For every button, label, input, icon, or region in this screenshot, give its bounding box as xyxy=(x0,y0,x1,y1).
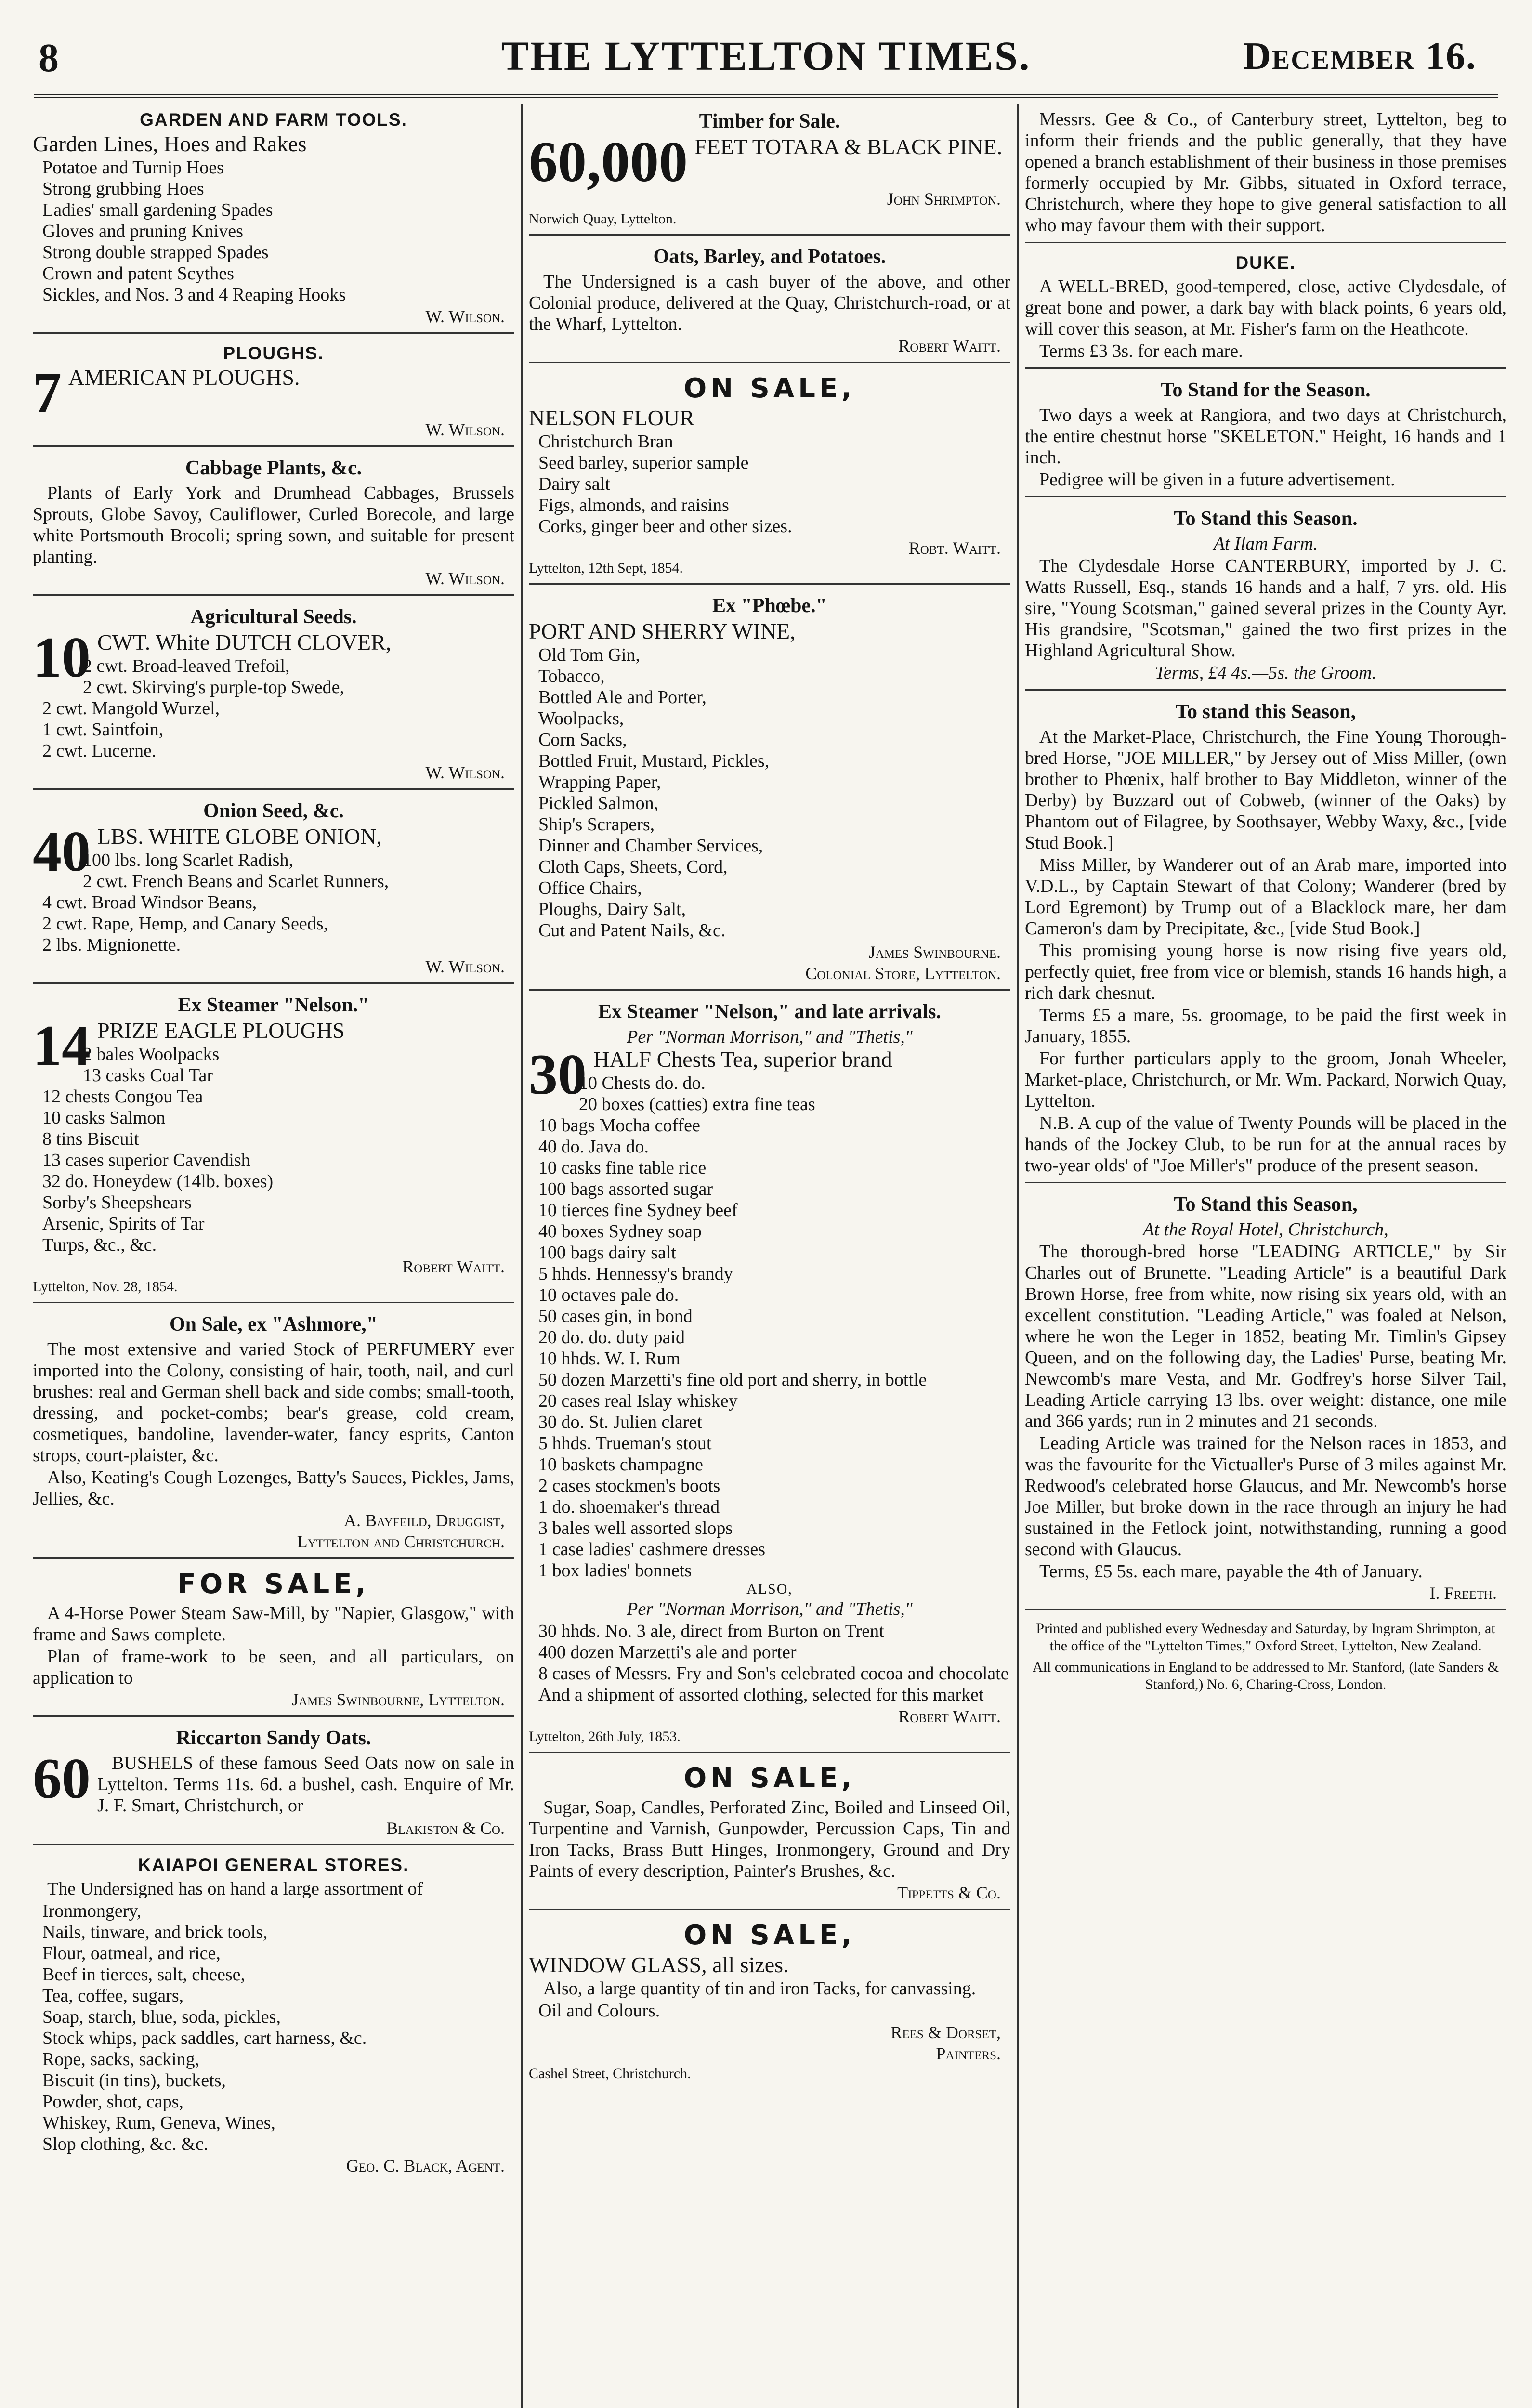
ad-line: 10 Chests do. do. xyxy=(579,1073,706,1093)
ad-heading: Timber for Sale. xyxy=(699,110,840,132)
advertisement xyxy=(33,1308,514,1559)
ad-line: 2 cwt. Broad-leaved Trefoil, xyxy=(83,656,290,676)
ad-line: Ladies' small gardening Spades xyxy=(42,200,273,220)
ad-signature: Lyttelton and Christchurch. xyxy=(297,1532,505,1551)
ad-line: Corn Sacks, xyxy=(538,730,627,750)
ad-heading: GARDEN AND FARM TOOLS. xyxy=(140,110,407,130)
advertisement xyxy=(529,105,1010,236)
ad-line: Powder, shot, caps, xyxy=(42,2092,183,2112)
ad-line: 100 lbs. long Scarlet Radish, xyxy=(83,850,293,870)
ad-heading: ON SALE, xyxy=(683,373,856,404)
ad-line: Beef in tierces, salt, cheese, xyxy=(42,1964,245,1985)
ad-heading: On Sale, ex "Ashmore," xyxy=(169,1313,378,1335)
ad-line: Corks, ginger beer and other sizes. xyxy=(538,516,792,537)
advertisement xyxy=(1025,374,1506,497)
ad-line: 10 bags Mocha coffee xyxy=(538,1115,700,1136)
ad-line: 10 hhds. W. I. Rum xyxy=(538,1348,681,1369)
ad-body: The Undersigned is a cash buyer of the above, and other Colonial produce, delivered at the Quay, Christchurch-road, or at the Wharf, Lyttelton. xyxy=(529,272,1010,334)
ad-body: Terms, £5 5s. each mare, payable the 4th of January. xyxy=(1039,1561,1423,1582)
ad-line: Dinner and Chamber Services, xyxy=(538,836,763,856)
ad-body: Two days a week at Rangiora, and two days at Christchurch, the entire chestnut horse "SKELETON." Height, 16 hands and 1 inch. xyxy=(1025,405,1506,468)
ad-signature: John Shrimpton. xyxy=(887,189,1001,209)
column-2 xyxy=(529,105,1010,2408)
ad-signature: Robert Waitt. xyxy=(898,1707,1001,1726)
ad-signature: Tippetts & Co. xyxy=(897,1883,1001,1902)
ad-line: And a shipment of assorted clothing, selected for this market xyxy=(538,1685,984,1705)
ad-lead xyxy=(529,407,1010,430)
advertisement xyxy=(33,1564,514,1717)
ad-subheading: At the Royal Hotel, Christchurch, xyxy=(1143,1219,1388,1240)
ad-body: Miss Miller, by Wanderer out of an Arab mare, imported into V.D.L., by Captain Stewart of that Colony; Wanderer (bred by Lord Egremont) by Trump out of a Blacklock mare, her dam Cameron's dam by Precipitate, &c., [vide Stud Book.] xyxy=(1025,855,1506,939)
ad-line: 5 hhds. Trueman's stout xyxy=(538,1433,712,1453)
ad-line: Nails, tinware, and brick tools, xyxy=(42,1922,268,1942)
ad-lead xyxy=(529,1954,1010,1977)
ad-heading: ON SALE, xyxy=(683,1763,856,1794)
issue-date: December 16. xyxy=(1243,35,1477,78)
ad-body: At the Market-Place, Christchurch, the Fine Young Thorough-bred Horse, "JOE MILLER," by Jersey out of Miss Miller, (own brother to Phœnix, half brother to Bay Middleton, winner of the Derby) by Buzzard out of Cobweb, (winner of the Oaks) by Phantom out of Filagree, by Soothsayer, Webby Waxy, &c., [vide Stud Book.] xyxy=(1025,727,1506,853)
ad-line: 1 box ladies' bonnets xyxy=(538,1560,692,1581)
advertisement xyxy=(33,601,514,790)
ad-heading: Ex "Phœbe." xyxy=(712,595,827,617)
advertisement xyxy=(33,1850,514,2182)
advertisement xyxy=(529,589,1010,991)
ad-heading: Agricultural Seeds. xyxy=(190,606,357,628)
ad-heading: To Stand this Season. xyxy=(1174,508,1358,530)
ad-line: 10 casks Salmon xyxy=(42,1108,166,1128)
ad-body: Also, a large quantity of tin and iron Tacks, for canvassing. xyxy=(543,1978,976,1999)
ad-heading: Ex Steamer "Nelson," and late arrivals. xyxy=(598,1001,941,1023)
advertisement xyxy=(529,1758,1010,1910)
ad-line: 50 dozen Marzetti's fine old port and sherry, in bottle xyxy=(538,1370,927,1390)
ad-line: Dairy salt xyxy=(538,474,610,494)
ad-line: Wrapping Paper, xyxy=(538,772,661,792)
ad-heading: ON SALE, xyxy=(683,1920,856,1951)
ad-body: BUSHELS of these famous Seed Oats now on sale in Lyttelton. Terms 11s. 6d. a bushel, cash. Enquire of Mr. J. F. Smart, Christchurch, or xyxy=(97,1753,514,1816)
ad-also: ALSO, xyxy=(746,1581,793,1597)
column-divider xyxy=(521,104,523,2408)
ad-line: 2 bales Woolpacks xyxy=(83,1044,220,1064)
ad-signature: James Swinbourne. xyxy=(868,942,1001,962)
ad-heading: Riccarton Sandy Oats. xyxy=(176,1727,371,1749)
ad-heading: DUKE. xyxy=(1235,253,1296,273)
ad-line: Cloth Caps, Sheets, Cord, xyxy=(538,857,728,877)
advertisement xyxy=(529,1915,1010,2089)
ad-line: Strong grubbing Hoes xyxy=(42,179,204,199)
ad-lead xyxy=(529,130,1010,194)
printer-imprint: Printed and published every Wednesday and Saturday, by Ingram Shrimpton, at the office of the "Lyttelton Times," Oxford Street, Lyttelton, New Zealand. xyxy=(1036,1621,1495,1654)
ad-signature: Geo. C. Black, Agent. xyxy=(346,2156,505,2175)
lead-text: WINDOW GLASS, all sizes. xyxy=(529,1952,789,1977)
ad-line: 40 boxes Sydney soap xyxy=(538,1221,702,1242)
lead-number: 14 xyxy=(33,1013,91,1077)
ad-lead xyxy=(33,133,514,156)
ad-subheading: Per "Norman Morrison," and "Thetis," xyxy=(627,1027,913,1047)
advertisement xyxy=(1025,105,1506,243)
ad-body: Sugar, Soap, Candles, Perforated Zinc, Boiled and Linseed Oil, Turpentine and Varnish, Gunpowder, Percussion Caps, Tin and Iron Tacks, Brass Butt Hinges, Ironmongery, Ground and Dry Paints of every description, Painter's Brushes, &c. xyxy=(529,1797,1010,1881)
ad-line: Oil and Colours. xyxy=(538,2001,660,2021)
lead-text: PORT AND SHERRY WINE, xyxy=(529,619,796,643)
advertisement xyxy=(1025,695,1506,1183)
newspaper-title: THE LYTTELTON TIMES. xyxy=(501,33,1031,79)
ad-line: 40 do. Java do. xyxy=(538,1137,649,1157)
ad-line: Bottled Ale and Porter, xyxy=(538,687,707,707)
ad-line: 2 cwt. Rape, Hemp, and Canary Seeds, xyxy=(42,914,328,934)
ad-signature: I. Freeth. xyxy=(1429,1584,1497,1603)
advertisement xyxy=(1025,1615,1506,1700)
ad-body: A WELL-BRED, good-tempered, close, active Clydesdale, of great bone and power, a dark bay with black points, 6 years old, will cover this season, at Mr. Fisher's farm on the Heathcote. xyxy=(1025,276,1506,339)
ad-line: 13 casks Coal Tar xyxy=(83,1065,213,1086)
ad-line: 2 cwt. Skirving's purple-top Swede, xyxy=(83,677,345,697)
ad-line: 13 cases superior Cavendish xyxy=(42,1150,250,1170)
lead-text: PRIZE EAGLE PLOUGHS xyxy=(97,1018,345,1043)
ad-line: Arsenic, Spirits of Tar xyxy=(42,1214,205,1234)
ad-line: Ploughs, Dairy Salt, xyxy=(538,899,686,919)
ad-line: Office Chairs, xyxy=(538,878,642,898)
ad-lead xyxy=(529,620,1010,643)
ad-line: 400 dozen Marzetti's ale and porter xyxy=(538,1642,797,1662)
ad-line: 2 cwt. Mangold Wurzel, xyxy=(42,698,220,719)
advertisement xyxy=(529,240,1010,363)
ad-signature: W. Wilson. xyxy=(425,569,505,588)
ad-line: Pickled Salmon, xyxy=(538,793,659,813)
ad-line: Slop clothing, &c. &c. xyxy=(42,2134,209,2154)
lead-text: FEET TOTARA & BLACK PINE. xyxy=(694,134,1003,159)
ad-line: 1 do. shoemaker's thread xyxy=(538,1497,720,1517)
ad-line: Sickles, and Nos. 3 and 4 Reaping Hooks xyxy=(42,285,346,305)
lead-number: 40 xyxy=(33,819,91,883)
ad-line: 1 case ladies' cashmere dresses xyxy=(538,1539,766,1559)
ad-dateline: Cashel Street, Christchurch. xyxy=(529,2066,691,2081)
advertisement xyxy=(33,989,514,1303)
ad-line: Stock whips, pack saddles, cart harness, &c. xyxy=(42,2028,367,2048)
ad-signature: Robert Waitt. xyxy=(898,336,1001,355)
advertisement xyxy=(1025,502,1506,691)
ad-heading: FOR SALE, xyxy=(177,1569,370,1600)
ad-line: 20 boxes (catties) extra fine teas xyxy=(579,1094,815,1114)
ad-line: 12 chests Congou Tea xyxy=(42,1086,203,1107)
ad-line: 1 cwt. Saintfoin, xyxy=(42,720,164,740)
ad-line: 20 do. do. duty paid xyxy=(538,1327,685,1348)
ad-body: For further particulars apply to the groom, Jonah Wheeler, Market-place, Christchurch, or Mr. Wm. Packard, Norwich Quay, Lyttelton. xyxy=(1025,1048,1506,1111)
ad-line: Turps, &c., &c. xyxy=(42,1235,157,1255)
page-number: 8 xyxy=(39,36,59,80)
ad-heading: Ex Steamer "Nelson." xyxy=(178,994,369,1016)
ad-body: The Undersigned has on hand a large assortment of xyxy=(47,1879,423,1899)
ad-line: Sorby's Sheepshears xyxy=(42,1192,192,1213)
ad-line: 10 octaves pale do. xyxy=(538,1285,679,1305)
ad-lead xyxy=(33,360,514,424)
ad-line: Ship's Scrapers, xyxy=(538,814,655,835)
masthead-rule xyxy=(34,94,1498,98)
ad-signature: Painters. xyxy=(936,2044,1001,2063)
ad-body: The thorough-bred horse "LEADING ARTICLE," by Sir Charles out of Brunette. "Leading Article" is a beautiful Dark Brown Horse, free from white, now rising six years old, with an excellent constitution. "Leading Article," was foaled at Nelson, where he won the Leger in 1852, beating Mr. Timlin's Gipsey Queen, and on the following day, the Ladies' Purse, beating Mr. Newcomb's mare Vesta, and Mr. Godfrey's horse Silver Tail, Leading Article carrying 13 lbs. over weight: distance, one mile and 366 yards; run in 2 minutes and 21 seconds. xyxy=(1025,1242,1506,1431)
ad-dateline: Lyttelton, 26th July, 1853. xyxy=(529,1728,681,1744)
lead-text: CWT. White DUTCH CLOVER, xyxy=(97,630,392,654)
ad-line: Tea, coffee, sugars, xyxy=(42,1986,184,2006)
ad-body: The most extensive and varied Stock of PERFUMERY ever imported into the Colony, consisting of hair, tooth, nail, and curl brushes: real and German shell back and side combs; small-tooth, dressing, and pocket-combs; bear's grease, cold cream, cosmetiques, bandoline, lavender-water, fancy esprits, Canton strops, court-plaister, &c. xyxy=(33,1339,514,1466)
ad-body: Plan of frame-work to be seen, and all particulars, on application to xyxy=(33,1647,514,1688)
ad-line: 10 tierces fine Sydney beef xyxy=(538,1200,738,1220)
ad-line: 8 tins Biscuit xyxy=(42,1129,139,1149)
ad-line: Biscuit (in tins), buckets, xyxy=(42,2070,226,2091)
masthead xyxy=(0,0,1532,96)
column-divider xyxy=(1017,104,1019,2408)
ad-heading: Oats, Barley, and Potatoes. xyxy=(653,246,886,268)
ad-line: Rope, sacks, sacking, xyxy=(42,2049,200,2069)
ad-line: 3 bales well assorted slops xyxy=(538,1518,733,1538)
lead-text: Garden Lines, Hoes and Rakes xyxy=(33,131,307,156)
ad-dateline: Lyttelton, Nov. 28, 1854. xyxy=(33,1279,178,1295)
ad-heading: Cabbage Plants, &c. xyxy=(185,457,362,479)
ad-line: Christchurch Bran xyxy=(538,432,673,452)
ad-body: Terms £3 3s. for each mare. xyxy=(1039,341,1243,361)
advertisement xyxy=(1025,1188,1506,1610)
ad-heading: Onion Seed, &c. xyxy=(203,800,344,822)
ad-body: Leading Article was trained for the Nelson races in 1853, and was the favourite for the Victualler's Purse of 3 miles against Mr. Redwood's celebrated horse Glaucus, and Mr. Newcomb's horse Joe Miller, but broke down in the race through an injury he had sustained in the Fetlock joint, notwithstanding, running a good second with Glaucus. xyxy=(1025,1433,1506,1559)
ad-signature: Robt. Waitt. xyxy=(908,538,1001,558)
ad-line: Old Tom Gin, xyxy=(538,645,640,665)
ad-line: 32 do. Honeydew (14lb. boxes) xyxy=(42,1171,274,1191)
lead-number: 60,000 xyxy=(529,130,688,194)
ad-line: Soap, starch, blue, soda, pickles, xyxy=(42,2007,281,2027)
lead-text: AMERICAN PLOUGHS. xyxy=(68,365,300,390)
ad-line: Whiskey, Rum, Geneva, Wines, xyxy=(42,2113,275,2133)
advertisement xyxy=(529,368,1010,585)
lead-text: LBS. WHITE GLOBE ONION, xyxy=(97,824,382,849)
advertisement xyxy=(33,105,514,334)
ad-signature: W. Wilson. xyxy=(425,420,505,439)
lead-text: NELSON FLOUR xyxy=(529,406,694,430)
ad-body: The Clydesdale Horse CANTERBURY, imported by J. C. Watts Russell, Esq., stands 16 hands and a half, 7 yrs. old. His sire, "Young Scotsman," gained several prizes in the County Ayr. His grandsire, "Scotsman," gained the two first prizes in the Highland Agricultural Show. xyxy=(1025,556,1506,661)
advertisement xyxy=(1025,248,1506,369)
ad-signature: A. Bayfeild, Druggist, xyxy=(344,1511,505,1530)
lead-number: 60 xyxy=(33,1746,91,1810)
ad-line: Cut and Patent Nails, &c. xyxy=(538,920,726,941)
ad-line: Strong double strapped Spades xyxy=(42,242,269,262)
ad-line: 5 hhds. Hennessy's brandy xyxy=(538,1264,733,1284)
ad-subheading: Per "Norman Morrison," and "Thetis," xyxy=(627,1599,913,1619)
ad-line: 2 cwt. Lucerne. xyxy=(42,741,157,761)
ad-line: Gloves and pruning Knives xyxy=(42,221,243,241)
ad-heading: KAIAPOI GENERAL STORES. xyxy=(138,1855,409,1875)
ad-line: Potatoe and Turnip Hoes xyxy=(42,157,224,178)
ad-body: Terms £5 a mare, 5s. groomage, to be paid the first week in January, 1855. xyxy=(1025,1005,1506,1047)
ad-line: 30 do. St. Julien claret xyxy=(538,1412,702,1432)
ad-heading: To Stand this Season, xyxy=(1174,1193,1358,1216)
ad-dateline: Lyttelton, 12th Sept, 1854. xyxy=(529,560,683,576)
ad-line: 50 cases gin, in bond xyxy=(538,1306,693,1326)
ad-signature: W. Wilson. xyxy=(425,307,505,326)
ad-subheading: At Ilam Farm. xyxy=(1213,534,1318,554)
ad-body: Also, Keating's Cough Lozenges, Batty's Sauces, Pickles, Jams, Jellies, &c. xyxy=(33,1467,514,1509)
ad-line: Flour, oatmeal, and rice, xyxy=(42,1943,221,1963)
ad-terms: Terms, £4 4s.—5s. the Groom. xyxy=(1155,663,1376,683)
ad-line: Bottled Fruit, Mustard, Pickles, xyxy=(538,751,770,771)
ad-signature: Robert Waitt. xyxy=(402,1257,505,1276)
ad-line: 10 baskets champagne xyxy=(538,1454,703,1475)
advertisement xyxy=(33,1722,514,1845)
lead-number: 30 xyxy=(529,1042,587,1106)
ad-line: 10 casks fine table rice xyxy=(538,1158,707,1178)
ad-line: 100 bags assorted sugar xyxy=(538,1179,713,1199)
ad-line: 30 hhds. No. 3 ale, direct from Burton on Trent xyxy=(538,1621,884,1641)
ad-signature: W. Wilson. xyxy=(425,763,505,782)
ad-line: Crown and patent Scythes xyxy=(42,263,234,284)
advertisement xyxy=(33,452,514,596)
lead-number: 7 xyxy=(33,360,62,424)
ad-line: 20 cases real Islay whiskey xyxy=(538,1391,738,1411)
ad-line: Ironmongery, xyxy=(42,1901,142,1921)
ad-line: Tobacco, xyxy=(538,666,605,686)
ad-body: Plants of Early York and Drumhead Cabbages, Brussels Sprouts, Globe Savoy, Cauliflower, Curled Borecole, and large white Portsmouth Brocoli; spring sown, and suitable for present planting. xyxy=(33,483,514,567)
advertisement xyxy=(33,339,514,447)
ad-line: Seed barley, superior sample xyxy=(538,453,749,473)
ad-heading: PLOUGHS. xyxy=(223,343,324,363)
ad-line: Figs, almonds, and raisins xyxy=(538,495,729,515)
ad-body: This promising young horse is now rising five years old, perfectly quiet, free from vice or blemish, stands 16 hands high, a rich dark chesnut. xyxy=(1025,941,1506,1003)
ad-line: 2 cwt. French Beans and Scarlet Runners, xyxy=(83,871,389,891)
ad-line: 8 cases of Messrs. Fry and Son's celebrated cocoa and chocolate xyxy=(538,1663,1009,1684)
lead-number: 10 xyxy=(33,625,91,689)
ad-line: 2 cases stockmen's boots xyxy=(538,1476,720,1496)
ad-body: N.B. A cup of the value of Twenty Pounds will be placed in the hands of the Jockey Club, to be run for at the annual races by two-year olds' of "Joe Miller's" produce of the present season. xyxy=(1025,1113,1506,1176)
ad-signature: Blakiston & Co. xyxy=(386,1819,505,1838)
london-agent: All communications in England to be addressed to Mr. Stanford, (late Sanders & Stanford,) No. 6, Charing-Cross, London. xyxy=(1032,1659,1499,1692)
column-3 xyxy=(1025,105,1506,2408)
ad-line: 100 bags dairy salt xyxy=(538,1243,677,1263)
ad-dateline: Norwich Quay, Lyttelton. xyxy=(529,211,677,227)
advertisement xyxy=(529,995,1010,1753)
ad-signature: Rees & Dorset, xyxy=(890,2023,1001,2042)
ad-line: 2 lbs. Mignionette. xyxy=(42,935,181,955)
ad-line: 4 cwt. Broad Windsor Beans, xyxy=(42,892,257,913)
ad-body: A 4-Horse Power Steam Saw-Mill, by "Napier, Glasgow," with frame and Saws complete. xyxy=(33,1603,514,1645)
ad-heading: To Stand for the Season. xyxy=(1161,379,1371,401)
ad-signature: W. Wilson. xyxy=(425,957,505,976)
ad-signature: Colonial Store, Lyttelton. xyxy=(805,964,1001,983)
ad-body: Pedigree will be given in a future advertisement. xyxy=(1039,470,1395,490)
ad-heading: To stand this Season, xyxy=(1175,701,1356,723)
column-1 xyxy=(33,105,514,2408)
ad-signature: James Swinbourne, Lyttelton. xyxy=(291,1690,505,1709)
advertisement xyxy=(33,795,514,984)
ad-body: Messrs. Gee & Co., of Canterbury street, Lyttelton, beg to inform their friends and the public generally, that they have opened a branch establishment of their business in those premises formerly occupied by Mr. Gibbs, situated in Oxford terrace, Christchurch, where they hope to give general satisfaction to all who may favour them with their support. xyxy=(1025,109,1506,236)
lead-text: HALF Chests Tea, superior brand xyxy=(593,1047,892,1072)
ad-line: Woolpacks, xyxy=(538,708,624,729)
